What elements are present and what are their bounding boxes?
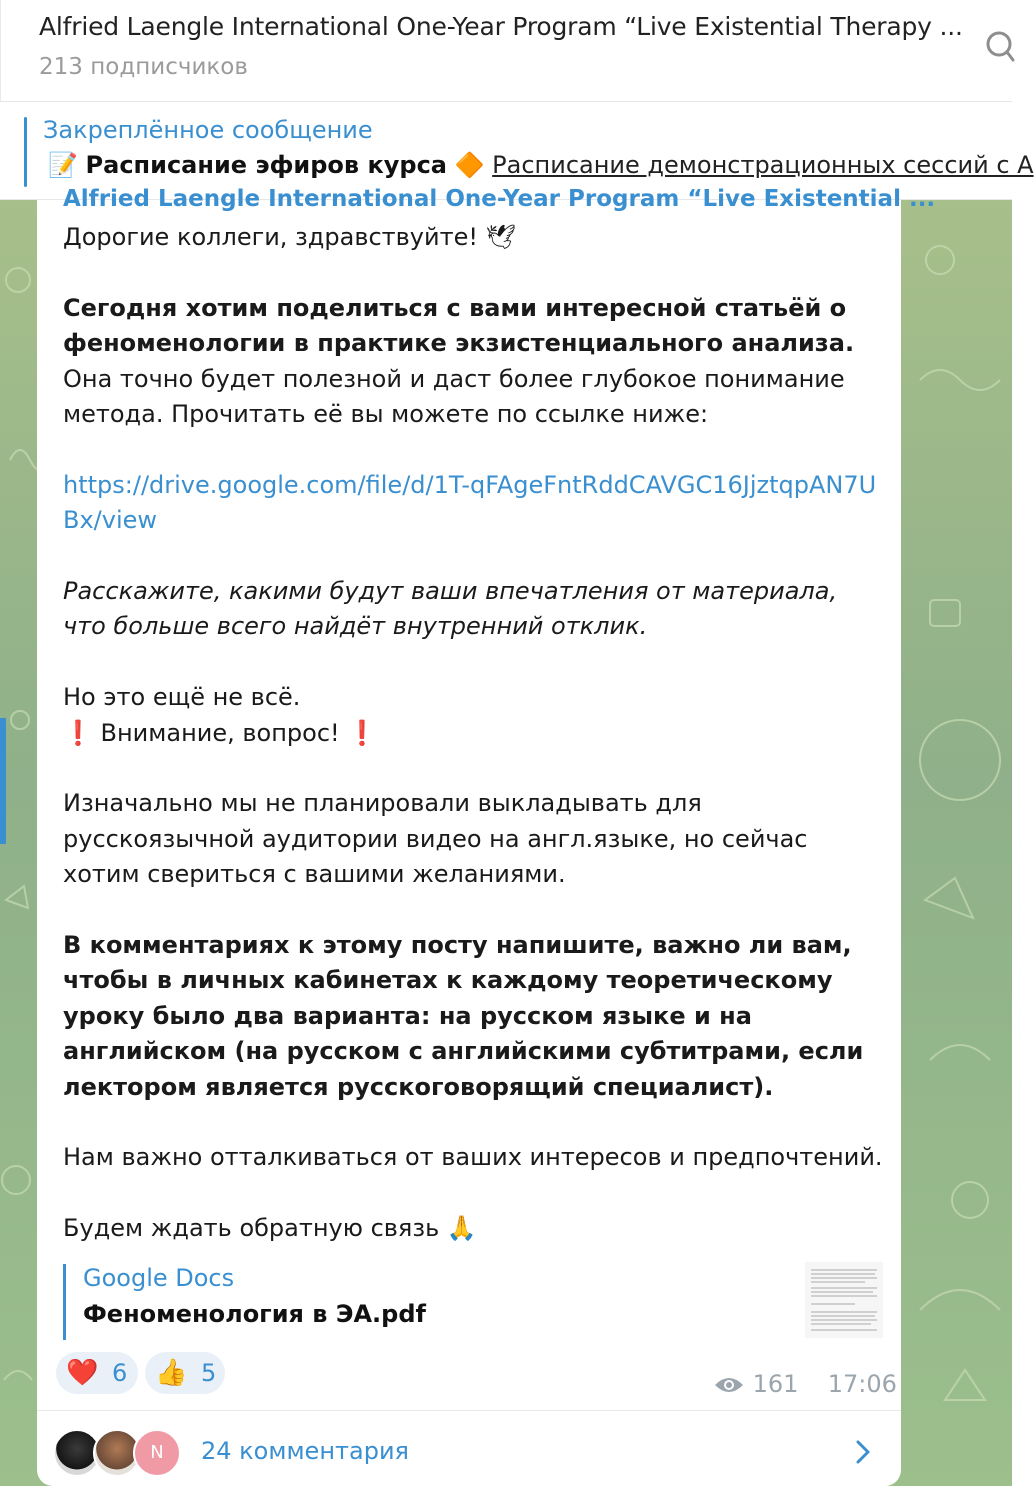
post-author[interactable] <box>63 186 936 214</box>
reaction-thumbs-up[interactable] <box>145 1352 225 1394</box>
exclamation-icon: ❗ <box>347 718 378 747</box>
heart-icon: ❤️ <box>66 1358 99 1388</box>
exclamation-icon: ❗ <box>63 718 93 747</box>
comments-count-label[interactable]: 24 комментария <box>201 1437 409 1465</box>
views-eye-icon <box>713 1374 745 1396</box>
wait-text: Будем ждать обратную связь <box>63 1214 440 1243</box>
pinned-bold-text: Расписание эфиров курса <box>85 151 447 179</box>
avatar <box>133 1429 181 1477</box>
preview-site-name: Google Docs <box>83 1264 235 1292</box>
reaction-count: 6 <box>112 1359 128 1387</box>
pinned-underlined-text: Расписание демонстрационных сессий с А <box>492 151 1034 179</box>
search-icon[interactable] <box>983 30 1013 64</box>
avatar-letter: N <box>150 1442 164 1463</box>
important-paragraph: Нам важно отталкиваться от ваших интересов и предпочтений. <box>63 1143 883 1172</box>
article-link[interactable]: https://drive.google.com/file/d/1T-qFAgeFntRddCAVGC16JjztqpAN7UBx/view <box>63 470 877 535</box>
intro-bold-text: Сегодня хотим поделиться с вами интересной статьёй о феноменологии в практике экзистенциального анализа. <box>63 293 855 358</box>
link-preview[interactable] <box>63 1262 883 1344</box>
pinned-indicator <box>24 117 27 187</box>
attention-text: Внимание, вопрос! <box>92 718 348 747</box>
view-count: 161 <box>752 1370 799 1398</box>
thumbs-up-icon: 👍 <box>155 1358 188 1388</box>
wait-line <box>63 1211 883 1246</box>
italic-paragraph: Расскажите, какими будут ваши впечатления от материала, что больше всего найдёт внутренний отклик. <box>63 577 838 641</box>
dove-icon: 🕊 <box>485 223 517 251</box>
reaction-count: 5 <box>201 1359 217 1387</box>
greeting-line <box>63 220 883 255</box>
channel-header[interactable] <box>0 0 1012 102</box>
post-time: 17:06 <box>827 1370 897 1398</box>
comments-request-paragraph: В комментариях к этому посту напишите, важно ли вам, чтобы в личных кабинетах к каждому теоретическому уроку было два варианта: на русском языке и на английском (на русском с английскими субтитрами, если лектором является русскоговорящий специалист). <box>63 931 864 1101</box>
greeting-text: Дорогие коллеги, здравствуйте! <box>63 223 478 251</box>
pray-icon: 🙏 <box>446 1214 477 1243</box>
pinned-text[interactable] <box>48 151 1034 179</box>
intro-rest-text: Она точно будет полезной и даст более глубокое понимание метода. Прочитать её вы можете по ссылке ниже: <box>63 364 845 429</box>
memo-icon: 📝 <box>48 151 78 179</box>
preview-indicator <box>63 1264 66 1340</box>
diamond-icon: 🔶 <box>454 151 485 179</box>
attention-line <box>63 716 883 751</box>
post-author-name[interactable]: Alfried Laengle International One-Year Program “Live Existential ... <box>63 186 936 212</box>
intro-paragraph <box>63 291 883 433</box>
channel-post <box>37 186 936 1486</box>
pinned-label: Закреплённое сообщение <box>43 116 373 144</box>
document-thumbnail-icon[interactable] <box>805 1262 883 1338</box>
subscriber-count: 213 подписчиков <box>39 54 248 80</box>
post-meta <box>713 1370 897 1398</box>
not-all-line: Но это ещё не всё. <box>63 683 301 712</box>
comments-bar[interactable] <box>37 1410 901 1486</box>
chevron-right-icon[interactable] <box>855 1439 871 1465</box>
originally-paragraph: Изначально мы не планировали выкладывать для русскоязычной аудитории видео на англ.языке, но сейчас хотим свериться с вашими желаниями. <box>63 789 808 889</box>
post-body <box>63 220 883 1247</box>
preview-file-name: Феноменология в ЭА.pdf <box>83 1300 426 1328</box>
scroll-indicator <box>0 718 6 844</box>
reaction-heart[interactable] <box>56 1352 138 1394</box>
channel-title[interactable]: Alfried Laengle International One-Year Program “Live Existential Therapy ... <box>39 12 963 41</box>
